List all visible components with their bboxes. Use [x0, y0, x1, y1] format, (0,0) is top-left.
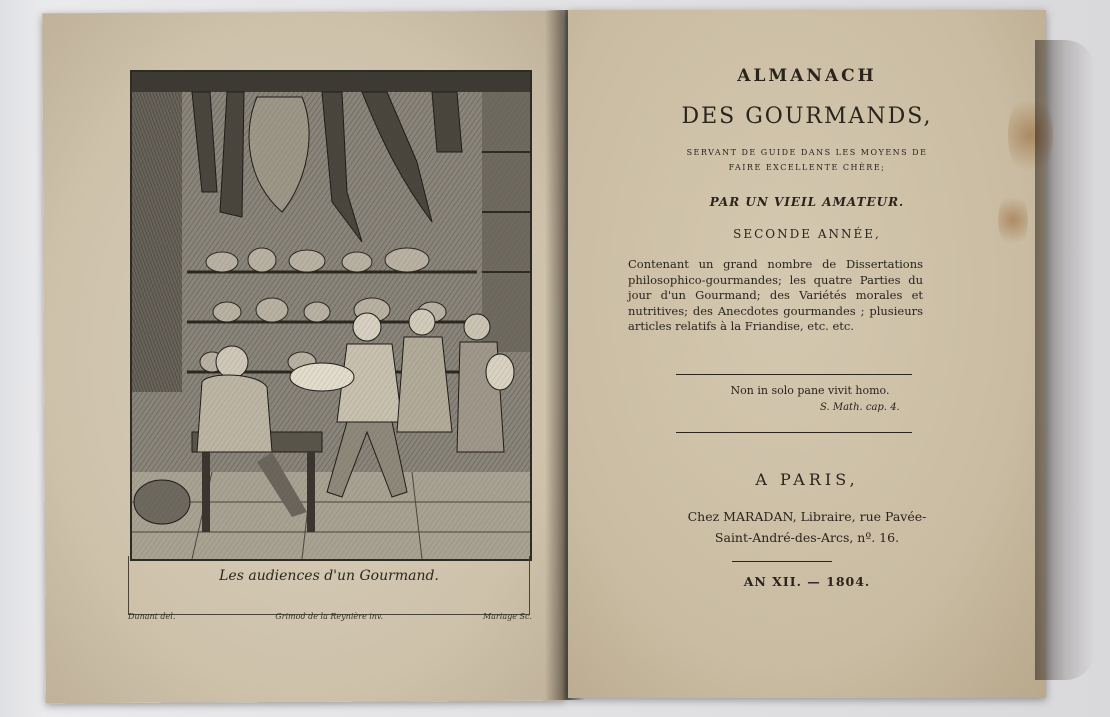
credit-engraver: Mariage Sc. [482, 612, 532, 621]
kitchen-scene-engraving [132, 72, 530, 559]
engraving-credits [128, 612, 532, 621]
publisher-line-2: Saint-André-des-Arcs, nº. 16. [714, 530, 900, 545]
credit-inventor: Grimod de la Reynière inv. [275, 612, 384, 621]
subtitle-line-1: SERVANT DE GUIDE DANS LES MOYENS DE [686, 148, 928, 157]
engraving-caption-frame [128, 556, 530, 615]
contents-paragraph: Contenant un grand nombre de Dissertations philosophico-gourmandes; les quatre Parties du jour d'un Gourmand; des Variétés morales et nutritives; des Anecdotes gourmandes ; plusieurs articles relatifs à la Friandise, etc. etc. [628, 257, 923, 333]
title-des-gourmands: DES GOURMANDS, [681, 104, 933, 129]
rule-bottom [676, 432, 912, 433]
imprint-date: AN XII. — 1804. [743, 574, 871, 589]
credit-draughtsman: Dunant del. [128, 612, 176, 621]
rule-top [676, 374, 912, 375]
title-almanach: ALMANACH [737, 66, 877, 86]
motto-reference: S. Math. cap. 4. [820, 402, 900, 413]
imprint-city: A PARIS, [755, 470, 859, 489]
motto-quote: Non in solo pane vivit homo. [730, 384, 890, 397]
rule-short [732, 561, 832, 562]
edition-line: SECONDE ANNÉE, [733, 227, 881, 241]
publisher-line-1: Chez MARADAN, Libraire, rue Pavée- [687, 509, 927, 524]
engraving-caption: Les audiences d'un Gourmand. [219, 568, 439, 584]
engraving-illustration [130, 70, 532, 561]
subtitle-line-2: FAIRE EXCELLENTE CHÈRE; [728, 163, 886, 172]
author-line: PAR UN VIEIL AMATEUR. [709, 195, 905, 209]
